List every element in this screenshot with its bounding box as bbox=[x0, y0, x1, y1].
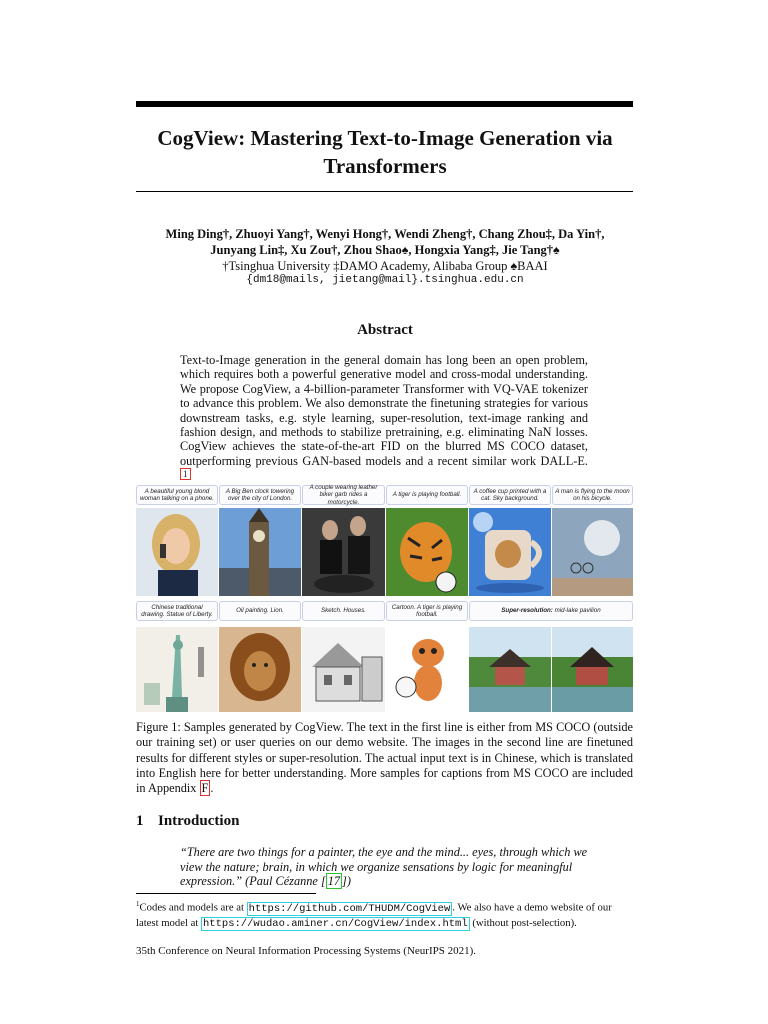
section-number: 1 bbox=[136, 813, 144, 829]
generated-image-big-ben bbox=[219, 508, 301, 596]
footnote-text-3: (without post-selection). bbox=[469, 916, 577, 929]
citation-link[interactable]: 17 bbox=[327, 874, 341, 889]
caption-box-superres bbox=[469, 601, 633, 621]
intro-quote bbox=[180, 845, 592, 889]
generated-image-pavilion-high bbox=[552, 627, 633, 712]
caption-box: Oil painting. Lion. bbox=[219, 601, 301, 621]
contact-email: {dm18@mails, jietang@mail}.tsinghua.edu.cn bbox=[246, 274, 524, 286]
demo-link[interactable]: https://wudao.aminer.cn/CogView/index.html bbox=[203, 917, 468, 930]
figure-row1-images bbox=[136, 508, 633, 596]
section-title: Introduction bbox=[158, 813, 240, 829]
footnote-link[interactable]: 1 bbox=[180, 468, 191, 480]
superres-caption: mid-lake pavilion bbox=[554, 607, 601, 615]
quote-end: ]) bbox=[342, 874, 351, 889]
caption-box: A tiger is playing football. bbox=[386, 485, 468, 505]
appendix-link[interactable]: F bbox=[201, 781, 209, 796]
generated-image-couple-motorcycle bbox=[302, 508, 385, 596]
paper-title: CogView: Mastering Text-to-Image Generation via Transformers bbox=[157, 126, 613, 178]
caption-box: Chinese traditional drawing. Statue of Liberty. bbox=[136, 601, 218, 621]
figure-row1-captions bbox=[136, 485, 633, 507]
generated-image-sketch-houses bbox=[302, 627, 385, 712]
footnote-mark: 1 bbox=[136, 900, 140, 908]
generated-image-woman-phone bbox=[136, 508, 218, 596]
caption-box: A Big Ben clock towering over the city of London. bbox=[219, 485, 301, 505]
generated-image-cat-cup bbox=[469, 508, 551, 596]
figure-row2-images bbox=[136, 627, 633, 712]
superres-label: Super-resolution: bbox=[501, 607, 553, 615]
figure-row2-captions bbox=[136, 601, 633, 623]
caption-box: Sketch. Houses. bbox=[302, 601, 385, 621]
figure-caption-text: Figure 1: Samples generated by CogView. The text in the first line is either from MS COCO (outside our training set) or user queries on our demo website. The images in the second line are finetuned results for different styles or super-resolution. The actual input text is in Chinese, which is translated into English here for better understanding. More samples for captions from MS COCO are included in Appendix bbox=[136, 720, 633, 796]
generated-image-statue-liberty bbox=[136, 627, 218, 712]
abstract-body bbox=[180, 353, 588, 486]
quote-text: “There are two things for a painter, the eye and the mind... eyes, through which we view the nature; brain, in which we organize sensations by logic for meaningful expression.” (Paul Cézanne [ bbox=[180, 845, 588, 889]
figure-caption-end: . bbox=[210, 781, 214, 796]
conference-footer: 35th Conference on Neural Information Processing Systems (NeurIPS 2021). bbox=[136, 945, 477, 957]
section-heading-introduction bbox=[136, 813, 239, 830]
affiliations: †Tsinghua University ‡DAMO Academy, Alibaba Group ♠BAAI bbox=[222, 259, 548, 273]
abstract-heading: Abstract bbox=[357, 322, 413, 338]
footnote-rule bbox=[136, 893, 316, 894]
caption-box: A beautiful young blond woman talking on a phone. bbox=[136, 485, 218, 505]
generated-image-tiger-football bbox=[386, 508, 468, 596]
abstract-text: Text-to-Image generation in the general domain has long been an open problem, which requires both a powerful generative model and cross-modal understanding. We propose CogView, a 4-billion-parameter Transformer with VQ-VAE tokenizer to advance this problem. We also demonstrate the finetuning strategies for various downstream tasks, e.g. style learning, super-resolution, text-image ranking and fashion design, and methods to stabilize pretraining, e.g. eliminating NaN losses. CogView achieves the state-of-the-art FID on the blurred MS COCO dataset, outperforming previous GAN-based models and a recent similar work DALL-E. bbox=[180, 353, 588, 468]
footnote-text-1: Codes and models are at bbox=[139, 901, 247, 914]
title-bottom-rule bbox=[136, 191, 633, 192]
caption-box: A couple wearing leather biker garb rides a motorcycle. bbox=[302, 485, 385, 505]
generated-image-pavilion-low bbox=[469, 627, 551, 712]
author-list: Ming Ding†, Zhuoyi Yang†, Wenyi Hong†, Wendi Zheng†, Chang Zhou‡, Da Yin†, Junyang Lin‡, Xu Zou†, Zhou Shao♠, Hongxia Yang‡, Jie Tang†♠ bbox=[165, 227, 605, 257]
title-top-rule bbox=[136, 101, 633, 107]
footnote-text-2: . We also have a demo website of our latest model at bbox=[136, 901, 612, 929]
footnote bbox=[136, 897, 633, 931]
generated-image-bicycle-moon bbox=[552, 508, 633, 596]
caption-box: Cartoon. A tiger is playing football. bbox=[386, 601, 468, 621]
github-link[interactable]: https://github.com/THUDM/CogView bbox=[248, 902, 451, 915]
caption-box: A coffee cup printed with a cat. Sky background. bbox=[469, 485, 551, 505]
figure-caption bbox=[136, 720, 633, 796]
caption-box: A man is flying to the moon on his bicycle. bbox=[552, 485, 633, 505]
generated-image-lion-oil bbox=[219, 627, 301, 712]
generated-image-cartoon-tiger bbox=[386, 627, 468, 712]
